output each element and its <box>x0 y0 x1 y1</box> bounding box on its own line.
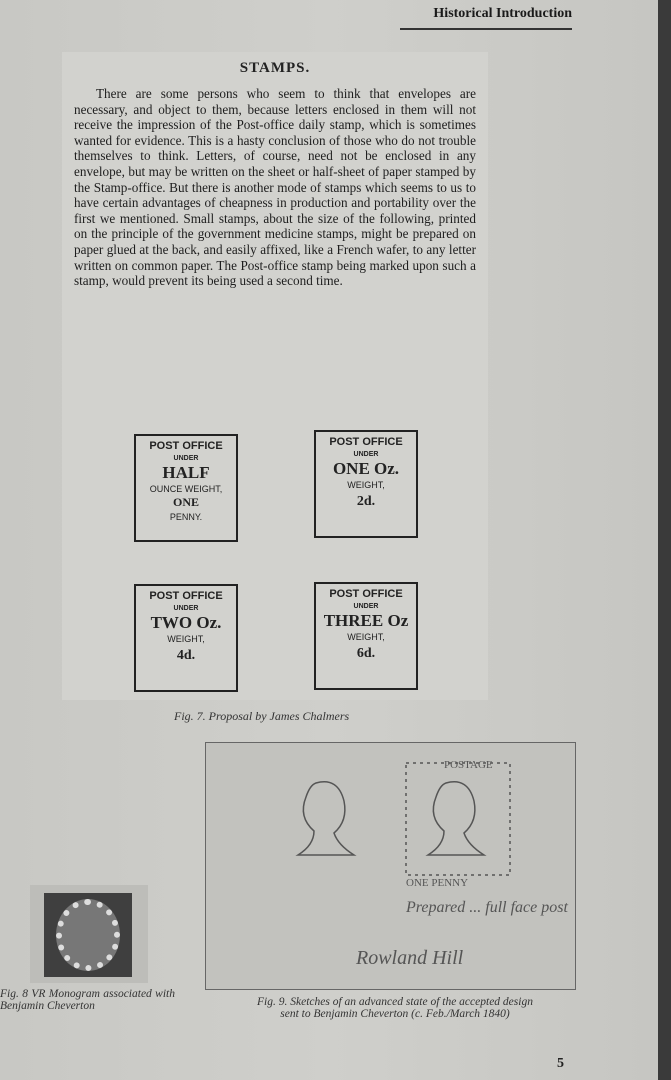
fig7-scan <box>62 52 488 700</box>
scan-title: STAMPS. <box>239 60 311 76</box>
stamp-half-ounce <box>134 434 238 542</box>
stamp-label: POST OFFICE <box>329 588 403 600</box>
header-rule <box>400 28 572 30</box>
scan-paragraph: There are some persons who seem to think that envelopes are necessary, and object to them, because letters enclosed in them will not receive the impression of the Post-office daily stamp, which is sometimes wanted for evidence. This is a hasty conclusion of those who do not trouble themselves to think. Letters, of course, need not be enclosed in any envelope, but may be written on the sheet or half-sheet of paper stamped by the Stamp-office. But there is another mode of stamps which seems to us to have certain advantages of cheapness in production and portability over the first we mentioned. Small stamps, about the size of the following, printed on the principle of the government medicine stamps, might be prepared on paper glued at the back, and easily affixed, like a French wafer, to any letter written on common paper. The Post-office stamp being marked upon such a stamp, would prevent its being used a second time. <box>74 86 476 289</box>
stamp-under: UNDER <box>173 455 199 462</box>
handwritten-note: Prepared ... full face post <box>406 899 568 916</box>
stamp-price2: PENNY. <box>169 512 203 522</box>
stamp-price: ONE <box>172 495 199 509</box>
stamp-price: 4d. <box>176 648 196 663</box>
monogram-emblem-icon <box>56 899 120 971</box>
stamp-sub: WEIGHT, <box>347 632 385 642</box>
stamp-sub: OUNCE WEIGHT, <box>149 484 223 494</box>
stamp-under: UNDER <box>173 605 199 612</box>
stamp-label: POST OFFICE <box>149 590 223 602</box>
stamp-weight: THREE Oz <box>323 611 409 630</box>
stamp-price: 6d. <box>356 646 376 661</box>
postage-text: POSTAGE <box>444 759 493 771</box>
stamp-two-oz <box>134 584 238 692</box>
stamp-label: POST OFFICE <box>329 436 403 448</box>
stamp-under: UNDER <box>353 603 379 610</box>
page-number: 5 <box>557 1056 564 1071</box>
stamp-weight: HALF <box>162 463 210 482</box>
stamp-sub: WEIGHT, <box>167 634 205 644</box>
fig9-sketch <box>205 742 576 990</box>
signature: Rowland Hill <box>356 947 464 969</box>
vr-monogram-image <box>30 885 148 983</box>
stamp-weight: ONE Oz. <box>332 459 400 478</box>
fig7-caption: Fig. 7. Proposal by James Chalmers <box>174 709 350 723</box>
fig8-caption: Fig. 8 VR Monogram associated with Benjamin Cheverton <box>0 988 175 1012</box>
stamp-weight: TWO Oz. <box>150 613 222 632</box>
stamp-label: POST OFFICE <box>149 440 223 452</box>
running-header: Historical Introduction <box>433 6 572 21</box>
stamp-three-oz <box>314 582 418 690</box>
fig9-caption: Fig. 9. Sketches of an advanced state of the accepted design sent to Benjamin Cheverton (c. Feb./March 1840) <box>257 996 533 1020</box>
stamp-sub: WEIGHT, <box>347 480 385 490</box>
value-text: ONE PENNY <box>406 877 469 889</box>
stamp-under: UNDER <box>353 451 379 458</box>
stamp-price: 2d. <box>356 494 376 509</box>
stamp-one-oz <box>314 430 418 538</box>
